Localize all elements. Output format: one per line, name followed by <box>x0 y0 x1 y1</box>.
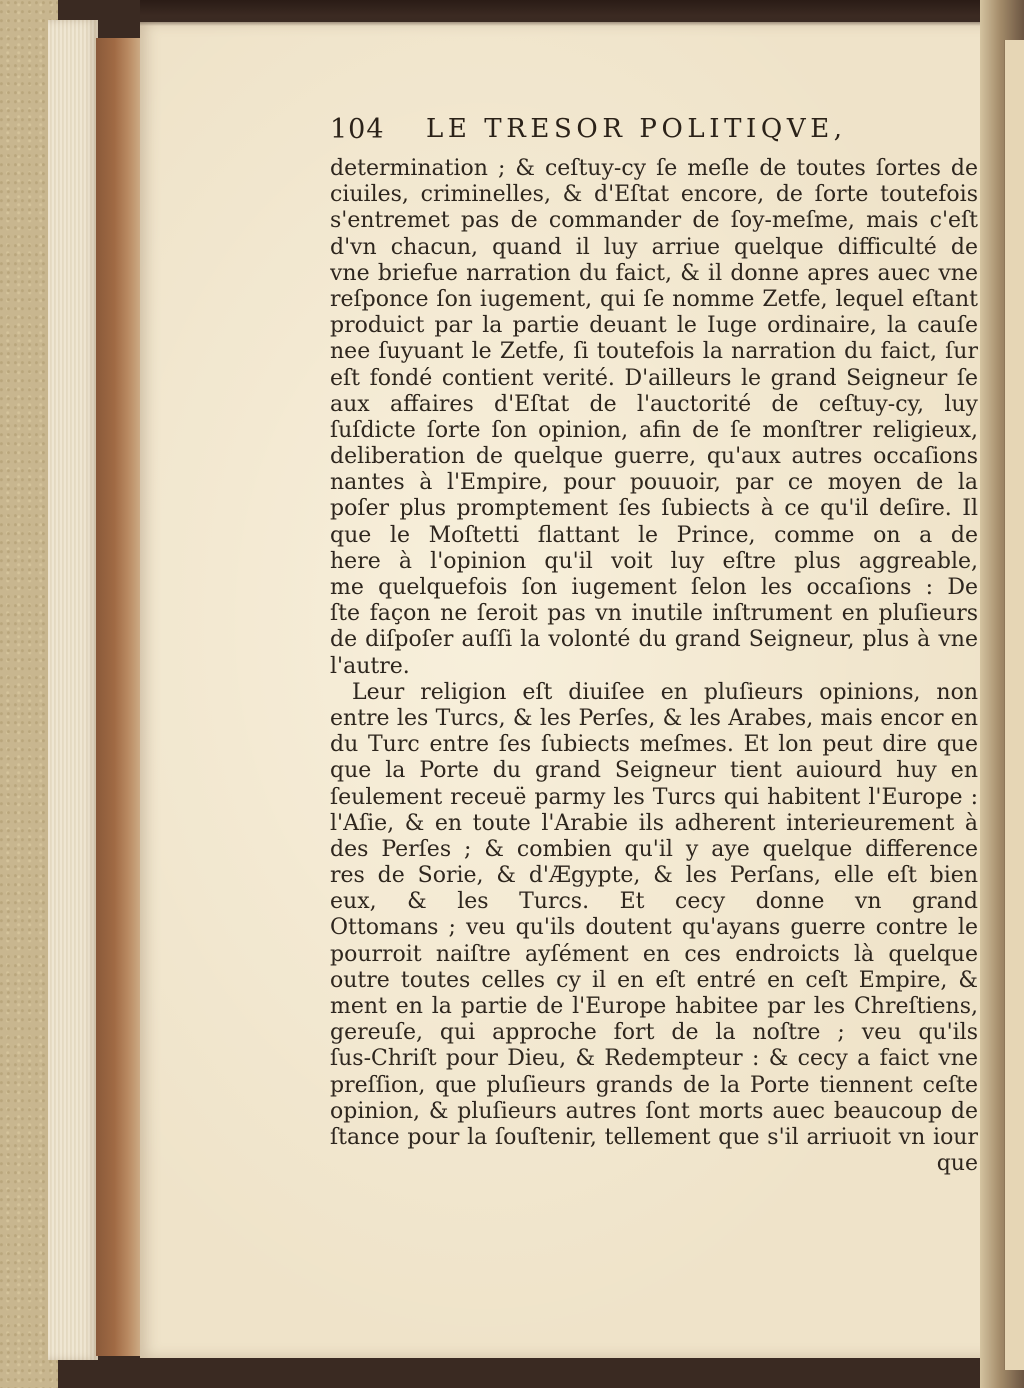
text-line: me quelquefois ſon iugement ſelon les occaſions : De <box>330 575 978 600</box>
running-title: LE TRESOR POLITIQVE, <box>426 114 847 144</box>
text-line: eux, & les Turcs. Et cecy donne vn grand <box>330 889 978 915</box>
text-line: eſt fondé contient verité. D'ailleurs le grand Seigneur ſe <box>330 365 978 391</box>
text-line: outre toutes celles cy il en eſt entré en ceſt Empire, & <box>330 967 978 993</box>
text-line: nantes à l'Empire, pour pouuoir, par ce moyen de la <box>330 470 978 496</box>
text-line: vne briefue narration du faict, & il donne apres auec vne <box>330 260 978 286</box>
folio-number: 104 <box>330 114 385 145</box>
text-line: ſus-Chriſt pour Dieu, & Redempteur : & cecy a faict vne <box>330 1046 978 1072</box>
text-line: que la Porte du grand Seigneur tient auiourd huy en <box>330 758 978 784</box>
text-line: res de Sorie, & d'Ægypte, & les Perſans, elle eſt bien <box>330 863 978 889</box>
text-line: reſponce ſon iugement, qui ſe nomme Zetfe, lequel eſtant <box>330 286 978 312</box>
text-line: ſeulement receuë parmy les Turcs qui habitent l'Europe : <box>330 784 978 810</box>
text-line: entre les Turcs, & les Perſes, & les Arabes, mais encor en <box>330 705 978 731</box>
text-line: que le Moſtetti flattant le Prince, comme on a de <box>330 522 978 548</box>
text-line: determination ; & ceſtuy-cy ſe meſle de toutes ſortes de <box>330 156 978 181</box>
text-line: produict par la partie deuant le Iuge ordinaire, la cauſe <box>330 313 978 339</box>
body-text <box>330 156 978 1177</box>
text-line: ſtance pour la ſouſtenir, tellement que s'il arriuoit vn iour <box>330 1124 978 1150</box>
text-line: s'entremet pas de commander de ſoy-meſme, mais c'eſt <box>330 208 978 234</box>
text-line: des Perſes ; & combien qu'il y aye quelque difference <box>330 836 978 862</box>
text-line: aux affaires d'Eſtat de l'auctorité de ceſtuy-cy, luy <box>330 391 978 417</box>
text-line: nee ſuyuant le Zetfe, ſi toutefois la narration du faict, ſur <box>330 339 978 365</box>
top-shadow <box>140 0 1024 26</box>
text-line: Leur religion eſt diuiſee en pluſieurs opinions, non <box>352 679 978 705</box>
text-line: l'Aſie, & en toute l'Arabie ils adherent interieurement à <box>330 810 978 836</box>
text-line: gereuſe, qui approche fort de la noſtre ; veu qu'ils <box>330 1020 978 1046</box>
text-line: poſer plus promptement ſes ſubiects à ce qu'il deſire. Il <box>330 496 978 522</box>
catchword: que <box>936 1151 978 1177</box>
page-fore-edge <box>96 38 142 1356</box>
text-line: here à l'opinion qu'il voit luy eſtre plus aggreable, <box>330 548 978 574</box>
text-line: ſte façon ne ſeroit pas vn inutile inſtrument en pluſieurs <box>330 601 978 627</box>
page-header <box>330 110 930 150</box>
text-line: ment en la partie de l'Europe habitee par les Chreſtiens, <box>330 994 978 1019</box>
text-line: deliberation de quelque guerre, qu'aux autres occaſions <box>330 444 978 470</box>
text-line: ciuiles, criminelles, & d'Eſtat encore, de ſorte toutefois <box>330 182 978 208</box>
text-line: d'vn chacun, quand il luy arriue quelque difficulté de <box>330 234 978 260</box>
text-line: ſuſdicte ſorte ſon opinion, afin de ſe monſtrer religieux, <box>330 417 978 443</box>
text-line: de diſpoſer auſſi la volonté du grand Seigneur, plus à vne <box>330 627 978 653</box>
text-line: pourroit naiſtre ayſément en ces endroicts là quelque <box>330 941 978 967</box>
page-edges <box>48 20 98 1360</box>
text-line: Ottomans ; veu qu'ils doutent qu'ayans guerre contre le <box>330 915 978 941</box>
text-line: du Turc entre ſes ſubiects meſmes. Et lon peut dire que <box>330 732 978 758</box>
text-line: preſſion, que pluſieurs grands de la Porte tiennent ceſte <box>330 1072 978 1098</box>
facing-page-strip <box>1004 40 1024 1370</box>
text-line: opinion, & pluſieurs autres ſont morts auec beaucoup de <box>330 1098 978 1124</box>
text-line: l'autre. <box>330 653 410 679</box>
